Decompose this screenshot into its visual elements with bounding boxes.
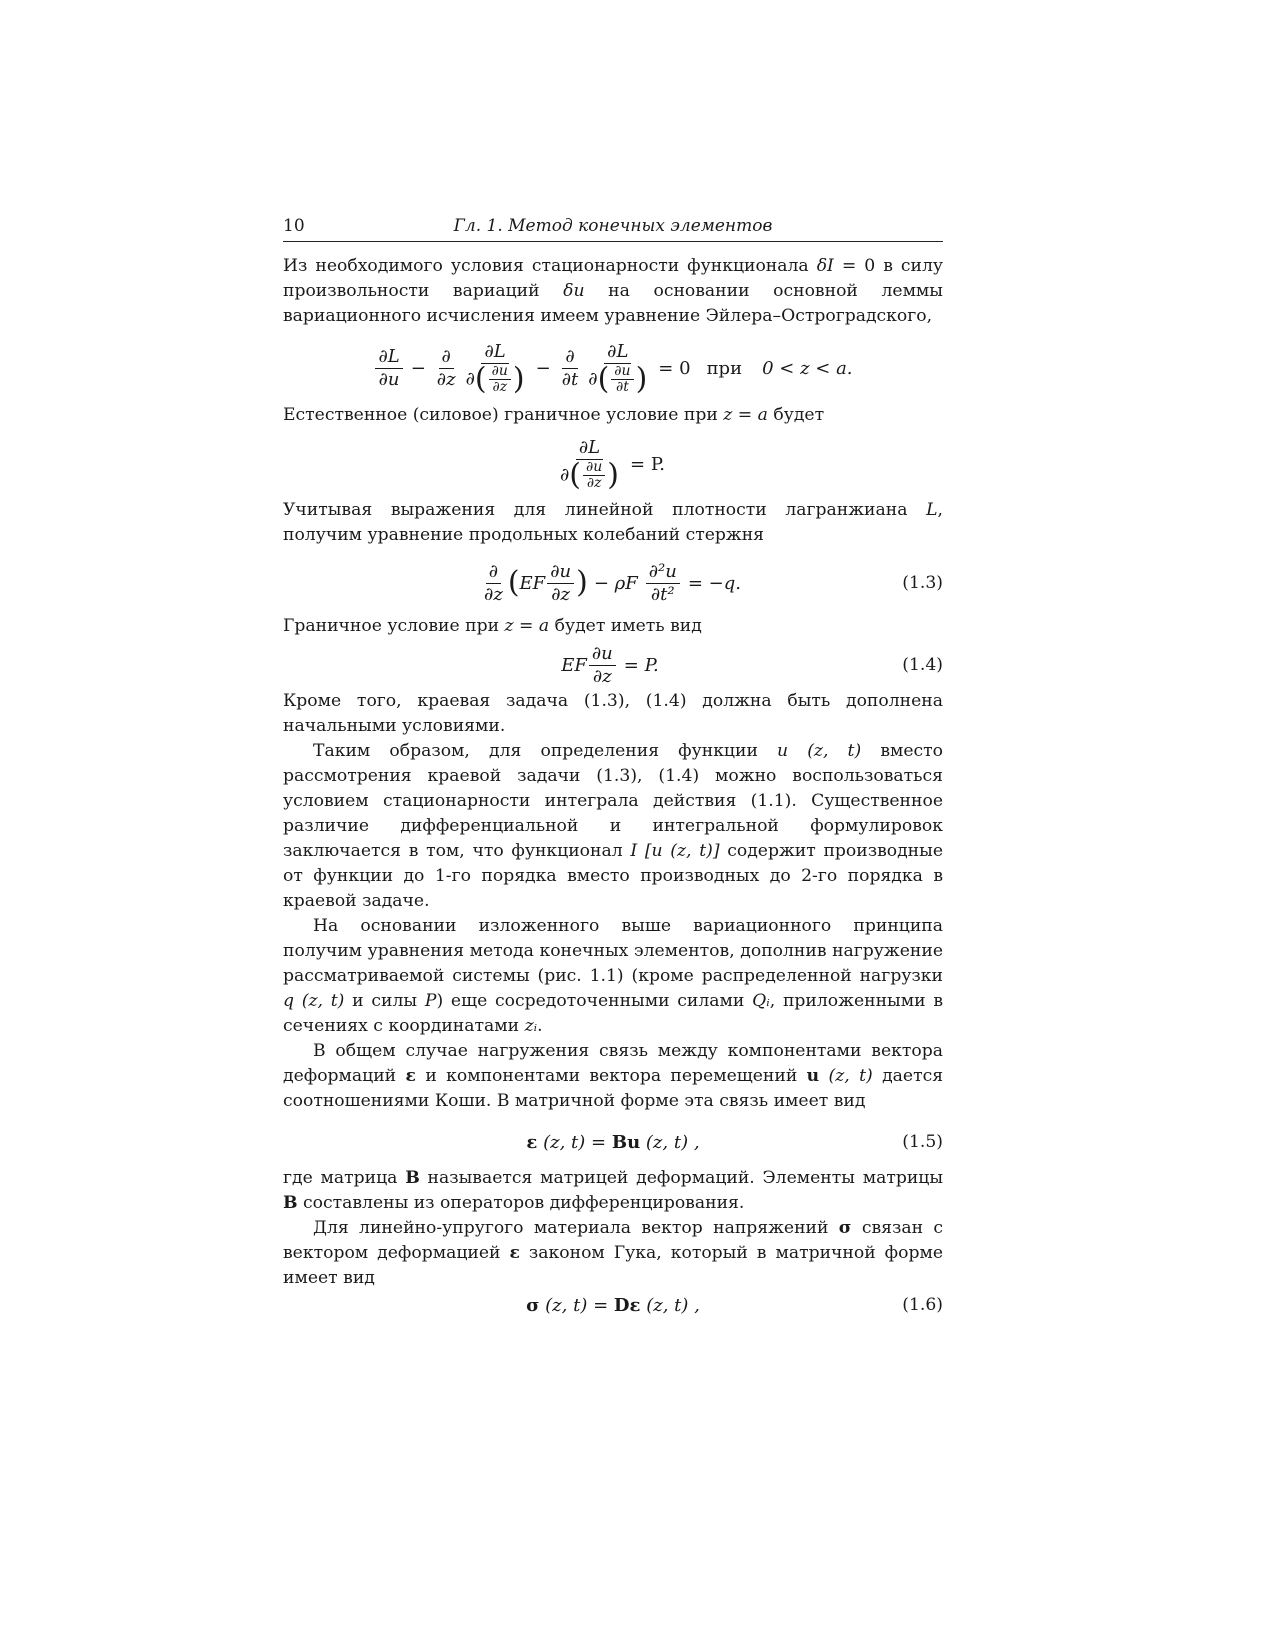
natural-boundary-condition: ∂L ∂( $\frac{\partial u}{\partial z}$ ) = P.: [559, 437, 666, 493]
equation-number: (1.6): [902, 1295, 943, 1315]
equation-1-5: ε (z, t) = Bu (z, t) , (1.5): [526, 1131, 943, 1153]
equation-number: (1.4): [902, 655, 943, 675]
paragraph-7: На основании изложенного выше вариационного принципа получим уравнения метода конечных элементов, дополнив нагружение рассматриваемой системы (рис. 1.1) (кроме распределенной нагрузки q (z, t) и силы P) еще сосредоточенными силами Qᵢ, приложенными в сечениях с координатами zᵢ.: [283, 916, 943, 1036]
paragraph-5: Кроме того, краевая задача (1.3), (1.4) должна быть дополнена начальными условиями.: [283, 691, 943, 736]
running-title: Гл. 1. Метод конечных элементов: [453, 216, 773, 236]
equation-1-4: EF $\frac{\partial u}{\partial z}$ = P. (1.4): [561, 642, 943, 687]
paragraph-2: Естественное (силовое) граничное условие при z = a будет: [283, 405, 825, 425]
paragraph-10: Для линейно-упругого материала вектор напряжений σ связан с вектором деформацией ε законом Гука, который в матричной форме имеет вид: [283, 1218, 944, 1288]
euler-ostrogradsky-equation: $\frac{\partial L}{\partial u}$ − $\frac{\partial}{\partial z}$ ∂L ∂( $\frac{\partial u}{\partial z}$ ) − $\frac{\partial}{\partial t}$ ∂L ∂( $\frac{\partial u}{\partial t}$ ) = 0 при 0 < z < a.: [283, 333, 943, 403]
equation-number: (1.3): [902, 573, 943, 593]
page: [283, 216, 943, 1325]
paragraph-8: В общем случае нагружения связь между компонентами вектора деформаций ε и компонентами вектора перемещений u (z, t) дается соотношениями Коши. В матричной форме эта связь имеет вид: [283, 1041, 944, 1111]
equation-1-3: $\frac{\partial}{\partial z}$ ( EF $\frac{\partial u}{\partial z}$ ) − ρF $\frac{\text{∂²u}}{\text{∂t²}}$ = −q. (1.3): [484, 560, 943, 605]
page-number: 10: [283, 216, 305, 236]
paragraph-9: где матрица B называется матрицей деформаций. Элементы матрицы B составлены из операторов дифференцирования.: [283, 1168, 944, 1213]
paragraph-3: Учитывая выражения для линейной плотности лагранжиана L, получим уравнение продольных колебаний стержня: [283, 500, 943, 545]
paragraph-4: Граничное условие при z = a будет иметь вид: [283, 616, 702, 636]
equation-1-6: σ (z, t) = D ε (z, t) , (1.6): [526, 1294, 943, 1316]
paragraph-1: Из необходимого условия стационарности функционала δI = 0 в силу произвольности вариаций δu на основании основной леммы вариационного исчисления имеем уравнение Эйлера–Остроградского,: [283, 256, 943, 326]
paragraph-6: Таким образом, для определения функции u (z, t) вместо рассмотрения краевой задачи (1.3), (1.4) можно воспользоваться условием стационарности интеграла действия (1.1). Существенное различие дифференциальной и интегральной формулировок заключается в том, что функционал I [u (z, t)] содержит производные от функции до 1-го порядка вместо производных до 2-го порядка в краевой задаче.: [283, 741, 944, 911]
equation-number: (1.5): [902, 1132, 943, 1152]
fraction: $\frac{\partial L}{\partial u}$: [375, 346, 402, 391]
running-header: [283, 216, 943, 242]
